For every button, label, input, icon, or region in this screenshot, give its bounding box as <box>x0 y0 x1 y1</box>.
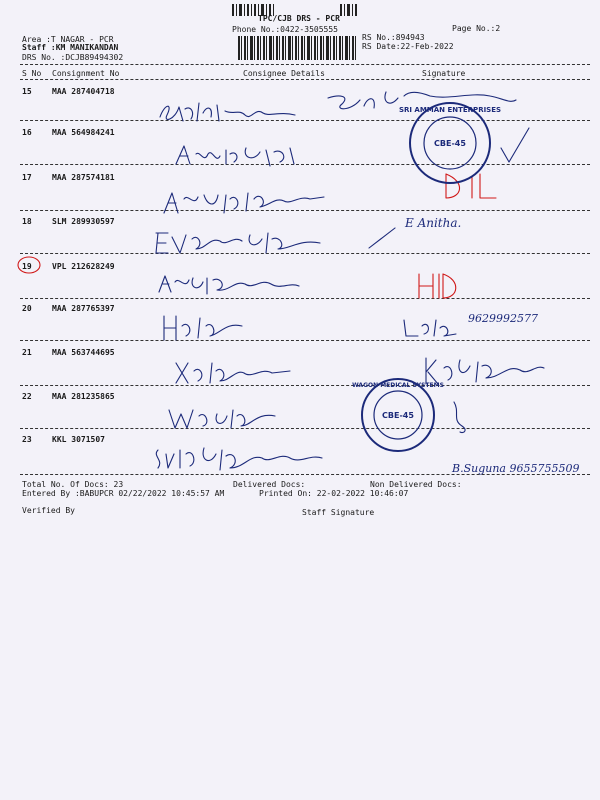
row-sno: 21 <box>22 348 32 357</box>
row-sno: 18 <box>22 217 32 226</box>
handwritten-tick-icon <box>495 122 535 167</box>
row-sno: 23 <box>22 435 32 444</box>
company-stamp-icon <box>352 375 444 455</box>
handwritten-name <box>170 355 300 390</box>
handwritten-name <box>150 440 330 478</box>
handwritten-phone-row20: 9629992577 <box>468 312 538 325</box>
handwritten-signature-row23: B.Suguna 9655755509 <box>452 462 580 475</box>
divider <box>20 79 590 80</box>
area-label: Area :T NAGAR - PCR <box>22 35 114 44</box>
entered-by: Entered By :BABUPCR 02/22/2022 10:45:57 AM <box>22 489 225 498</box>
delivered-docs: Delivered Docs: <box>233 480 306 489</box>
printed-on: Printed On: 22-02-2022 10:46:07 <box>259 489 409 498</box>
row-consignment: MAA 287574181 <box>52 173 115 182</box>
total-docs: Total No. Of Docs: 23 <box>22 480 124 489</box>
column-sno: S No <box>22 69 42 78</box>
handwritten-name <box>158 310 248 345</box>
handwritten-name <box>155 95 305 127</box>
stamp-inner-text: CBE-45 <box>434 139 466 148</box>
drs-number: DRS No. :DCJB89494302 <box>22 53 124 62</box>
row-sno: 15 <box>22 87 32 96</box>
handwritten-dash <box>365 222 400 252</box>
staff-label: Staff :KM MANIKANDAN <box>22 43 119 52</box>
column-signature: Signature <box>422 69 466 78</box>
handwritten-name <box>165 400 285 435</box>
divider <box>20 64 590 65</box>
row-divider <box>20 340 590 341</box>
handwritten-name <box>170 140 320 172</box>
page-number: Page No.:2 <box>452 24 501 33</box>
handwritten-signature <box>448 396 472 436</box>
stamp-inner-text: CBE-45 <box>382 411 414 420</box>
row-divider <box>20 298 590 299</box>
company-stamp-icon <box>398 98 502 188</box>
handwritten-name <box>155 268 305 300</box>
handwritten-name <box>150 225 330 260</box>
stamp-text: WAGON MEDICAL SYSTEMS <box>352 382 444 389</box>
non-delivered-docs: Non Delivered Docs: <box>370 480 462 489</box>
row-consignment: MAA 287404718 <box>52 87 115 96</box>
row-divider <box>20 428 590 429</box>
barcode-main <box>238 36 358 60</box>
row-consignment: MAA 564984241 <box>52 128 115 137</box>
row-consignment: KKL 3071507 <box>52 435 105 444</box>
row-sno: 17 <box>22 173 32 182</box>
row-divider <box>20 120 590 121</box>
handwritten-signature <box>400 312 460 342</box>
verified-by: Verified By <box>22 506 75 515</box>
column-consignee: Consignee Details <box>243 69 325 78</box>
document-title: TPC/CJB DRS - PCR <box>258 14 340 23</box>
row-consignment: MAA 563744695 <box>52 348 115 357</box>
handwritten-initials <box>415 268 465 303</box>
stamp-text: SRI AMMAN ENTERPRISES <box>398 106 502 114</box>
column-consignment: Consignment No <box>52 69 120 78</box>
row-sno: 20 <box>22 304 32 313</box>
phone-number: Phone No.:0422-3505555 <box>232 25 338 34</box>
row-consignment: MAA 287765397 <box>52 304 115 313</box>
row-consignment: VPL 212628249 <box>52 262 115 271</box>
row-consignment: MAA 281235865 <box>52 392 115 401</box>
staff-signature: Staff Signature <box>302 508 375 517</box>
row-sno: 22 <box>22 392 32 401</box>
row-consignment: SLM 289930597 <box>52 217 115 226</box>
handwritten-name <box>160 185 330 220</box>
row-sno: 19 <box>22 262 32 271</box>
marked-circle-icon <box>16 255 44 275</box>
row-sno: 16 <box>22 128 32 137</box>
rs-date: RS Date:22-Feb-2022 <box>362 42 454 51</box>
rs-number: RS No.:894943 <box>362 33 425 42</box>
handwritten-signature-row18: E Anitha. <box>405 216 462 230</box>
